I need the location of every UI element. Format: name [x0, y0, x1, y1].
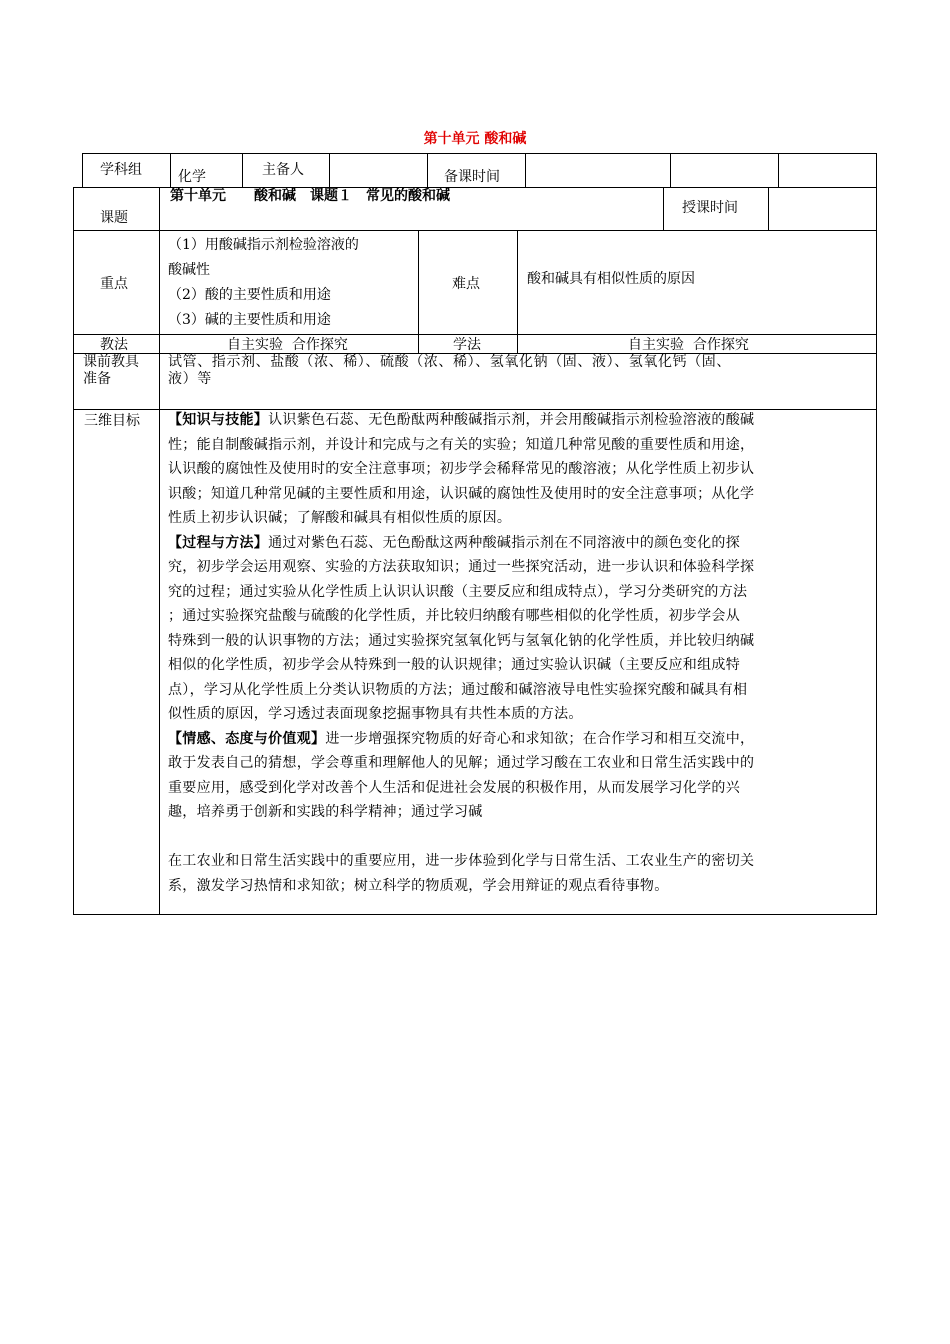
table-border — [73, 187, 74, 915]
goal-line: 敢于发表自己的猜想，学会尊重和理解他人的见解；通过学习酸在工农业和日常生活实践中的 — [168, 755, 755, 771]
subject-group-value: 化学 — [178, 169, 206, 185]
goal-line: 究的过程；通过实验从化学性质上认识认识酸（主要反应和组成特点），学习分类研究的方法 — [168, 583, 748, 600]
tools-label-line: 准备 — [83, 371, 111, 387]
goal-line: 重要应用，感受到化学对改善个人生活和促进社会发展的积极作用，从而发展学习化学的兴 — [168, 779, 740, 796]
goals-content — [168, 408, 873, 898]
goal-line: 点），学习从化学性质上分类认识物质的方法；通过酸和碱溶液导电性实验探究酸和碱具有相 — [168, 681, 748, 698]
goals-label: 三维目标 — [84, 413, 140, 429]
goal-text: 进一步增强探究物质的好奇心和求知欲；在合作学习和相互交流中， — [325, 730, 755, 747]
goal-line: 特殊到一般的认识事物的方法；通过实验探究氢氧化钙与氢氧化钠的化学性质，并比较归纳碱 — [168, 632, 755, 649]
goal-line: 性；能自制酸碱指示剂，并设计和完成与之有关的实验；知道几种常见酸的重要性质和用途， — [168, 436, 755, 453]
table-border — [73, 230, 877, 231]
table-border — [329, 153, 330, 187]
goal-line: 似性质的原因，学习透过表面现象挖掘事物具有共性本质的方法。 — [168, 706, 583, 722]
table-border — [73, 334, 877, 335]
process-line-0 — [168, 531, 873, 556]
goal-line: 究，初步学会运用观察、实验的方法获取知识；通过一些探究活动，进一步认识和体验科学探 — [168, 559, 755, 575]
table-border — [418, 230, 419, 353]
page-title: 第十单元 酸和碱 — [423, 131, 527, 147]
table-border — [670, 153, 671, 187]
preparer-label: 主备人 — [262, 162, 304, 178]
key-point-item: 酸碱性 — [168, 262, 210, 278]
goal-line: 相似的化学性质，初步学会从特殊到一般的认识规律；通过实验认识碱（主要反应和组成特 — [168, 657, 740, 673]
difficulty-label: 难点 — [452, 276, 480, 292]
tools-label — [83, 354, 139, 388]
teach-method-value: 自主实验 合作探究 — [227, 337, 348, 353]
table-border — [159, 187, 160, 915]
table-border — [876, 153, 877, 915]
goal-text: 通过对紫色石蕊、无色酚酞这两种酸碱指示剂在不同溶液中的颜色变化的探 — [268, 534, 741, 551]
key-point-item: （2）酸的主要性质和用途 — [168, 287, 331, 303]
goal-line: 在工农业和日常生活实践中的重要应用，进一步体验到化学与日常生活、工农业生产的密切关 — [168, 853, 755, 869]
table-border — [170, 153, 171, 187]
table-border — [427, 153, 428, 187]
table-border — [82, 153, 877, 154]
table-border — [768, 187, 769, 230]
tools-value-line: 液）等 — [168, 371, 212, 387]
goal-line: 性质上初步认识碱；了解酸和碱具有相似性质的原因。 — [168, 510, 512, 526]
topic-label: 课题 — [100, 210, 128, 226]
table-border — [82, 153, 83, 187]
goal-line: ；通过实验探究盐酸与硫酸的化学性质，并比较归纳酸有哪些相似的化学性质，初步学会从 — [168, 608, 740, 624]
goal-text: 认识紫色石蕊、无色酚酞两种酸碱指示剂，并会用酸碱指示剂检验溶液的酸碱 — [268, 412, 755, 428]
table-border — [73, 914, 877, 915]
emotion-title: 【情感、态度与价值观】 — [168, 730, 326, 747]
subject-group-label: 学科组 — [100, 162, 142, 178]
table-border — [242, 153, 243, 187]
emotion-line-0 — [168, 727, 873, 752]
tools-value-line: 试管、指示剂、盐酸（浓、稀）、硫酸（浓、稀）、氢氧化钠（固、液）、氢氧化钙（固、 — [168, 354, 731, 370]
goal-line: 识酸；知道几种常见碱的主要性质和用途，认识碱的腐蚀性及使用时的安全注意事项；从化学 — [168, 485, 755, 502]
tools-value — [168, 354, 731, 388]
prep-time-label: 备课时间 — [444, 169, 500, 185]
goal-line: 认识酸的腐蚀性及使用时的安全注意事项；初步学会稀释常见的酸溶液；从化学性质上初步认 — [168, 461, 755, 477]
goal-line: 系，激发学习热情和求知欲；树立科学的物质观，学会用辩证的观点看待事物。 — [168, 877, 669, 894]
spacer — [168, 825, 873, 850]
table-border — [778, 153, 779, 187]
learn-method-value: 自主实验 合作探究 — [628, 337, 749, 353]
learn-method-label: 学法 — [453, 337, 481, 353]
teach-time-label: 授课时间 — [682, 200, 738, 216]
goal-line: 趣，培养勇于创新和实践的科学精神；通过学习碱 — [168, 804, 483, 820]
topic-value: 第十单元 酸和碱 课题１ 常见的酸和碱 — [170, 188, 450, 204]
table-border — [517, 230, 518, 353]
knowledge-title: 【知识与技能】 — [168, 412, 269, 428]
key-points-list — [168, 233, 359, 333]
table-border — [663, 187, 664, 230]
knowledge-line-0 — [168, 408, 873, 433]
teach-method-label: 教法 — [100, 337, 128, 353]
process-title: 【过程与方法】 — [168, 534, 269, 551]
table-border — [525, 153, 526, 187]
key-point-item: （1）用酸碱指示剂检验溶液的 — [168, 237, 359, 253]
key-points-label: 重点 — [100, 276, 128, 292]
key-point-item: （3）碱的主要性质和用途 — [168, 312, 331, 328]
difficulty-value: 酸和碱具有相似性质的原因 — [527, 271, 695, 287]
tools-label-line: 课前教具 — [83, 354, 139, 370]
